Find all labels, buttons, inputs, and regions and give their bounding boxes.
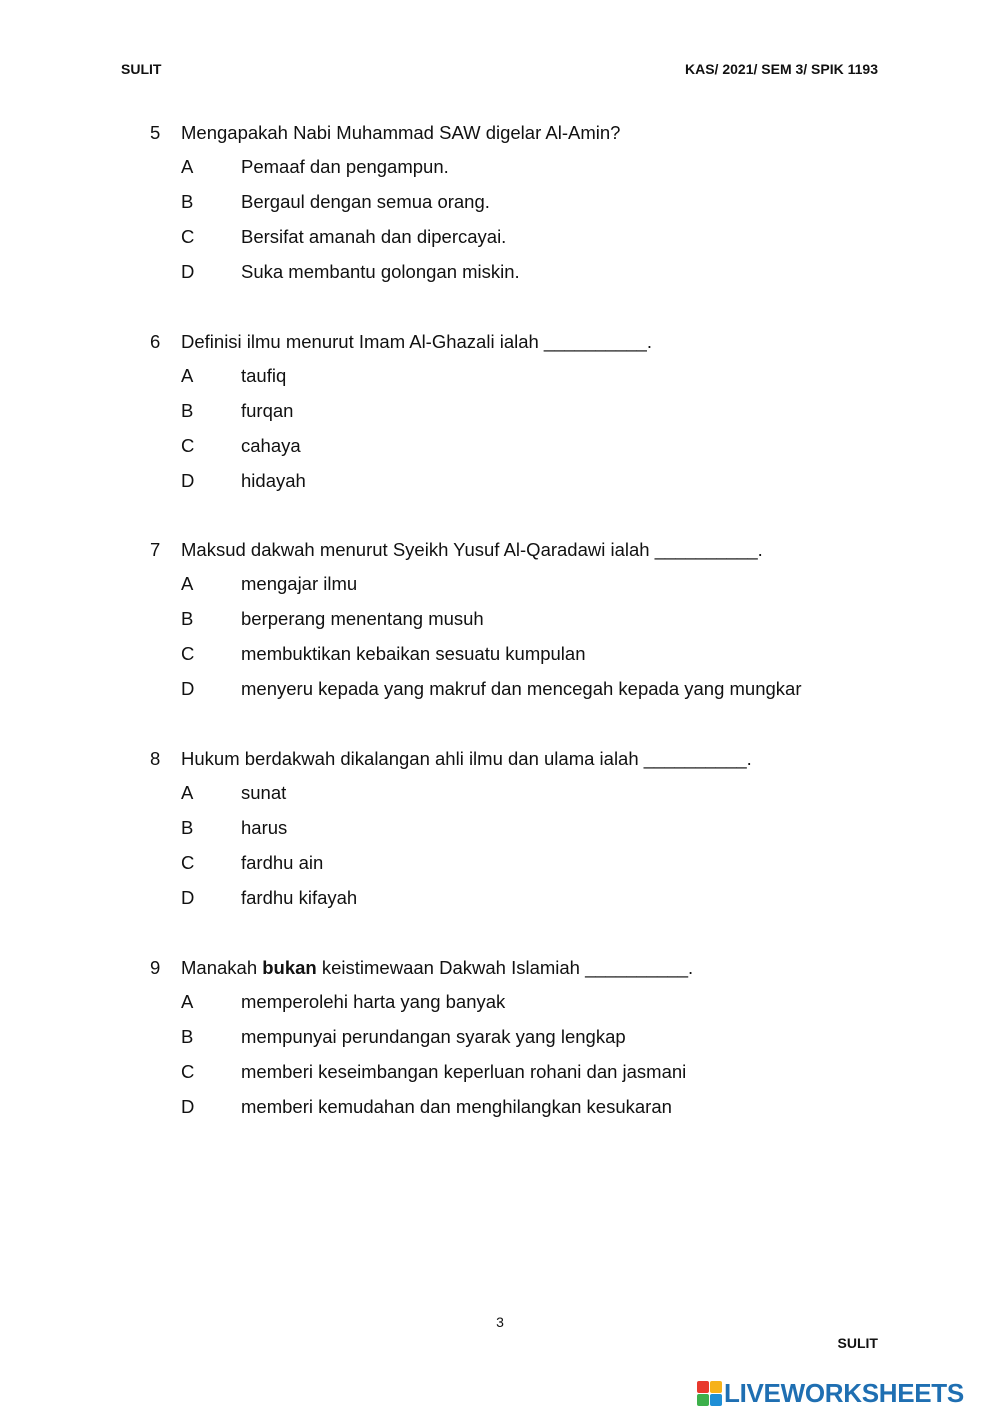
option-letter: B <box>181 817 194 838</box>
option-letter: A <box>181 156 194 177</box>
option-b[interactable] <box>150 180 620 215</box>
question-7 <box>150 537 802 702</box>
option-text: hidayah <box>241 470 306 491</box>
option-text: Bergaul dengan semua orang. <box>241 191 490 212</box>
option-text: memperolehi harta yang banyak <box>241 991 506 1012</box>
option-letter: B <box>181 191 194 212</box>
option-b[interactable] <box>150 597 802 632</box>
option-d[interactable] <box>150 250 620 285</box>
question-text: Definisi ilmu menurut Imam Al-Ghazali ialah __________. <box>181 331 652 352</box>
option-text: berperang menentang musuh <box>241 608 484 629</box>
option-a[interactable] <box>150 354 652 389</box>
question-9 <box>150 955 693 1120</box>
question-number: 7 <box>150 539 161 560</box>
option-c[interactable] <box>150 632 802 667</box>
question-number: 5 <box>150 122 161 143</box>
header-right: KAS/ 2021/ SEM 3/ SPIK 1193 <box>685 61 878 77</box>
option-text: memberi kemudahan dan menghilangkan kesukaran <box>241 1096 672 1117</box>
question-stem <box>150 955 693 980</box>
option-text: harus <box>241 817 288 838</box>
option-letter: A <box>181 365 194 386</box>
option-a[interactable] <box>150 771 752 806</box>
option-b[interactable] <box>150 1015 693 1050</box>
question-5 <box>150 120 620 285</box>
option-text: Pemaaf dan pengampun. <box>241 156 449 177</box>
logo-square-red <box>697 1381 709 1393</box>
question-6 <box>150 329 652 494</box>
option-d[interactable] <box>150 876 752 911</box>
option-letter: B <box>181 1026 194 1047</box>
option-letter: C <box>181 643 195 664</box>
option-letter: C <box>181 435 195 456</box>
option-c[interactable] <box>150 215 620 250</box>
option-letter: C <box>181 852 195 873</box>
option-text: fardhu kifayah <box>241 887 358 908</box>
option-letter: A <box>181 991 194 1012</box>
option-text: Bersifat amanah dan dipercayai. <box>241 226 507 247</box>
option-text: membuktikan kebaikan sesuatu kumpulan <box>241 643 586 664</box>
logo-square-blue <box>710 1394 722 1406</box>
question-text-before: Manakah <box>181 957 263 978</box>
question-stem <box>150 537 802 562</box>
option-text: taufiq <box>241 365 287 386</box>
question-text: Maksud dakwah menurut Syeikh Yusuf Al-Qaradawi ialah __________. <box>181 539 763 560</box>
liveworksheets-watermark[interactable] <box>697 1379 964 1407</box>
option-letter: D <box>181 1096 195 1117</box>
question-text-emphasis: bukan <box>262 957 317 978</box>
option-letter: A <box>181 573 194 594</box>
option-d[interactable] <box>150 459 652 494</box>
option-text: menyeru kepada yang makruf dan mencegah kepada yang mungkar <box>241 678 802 699</box>
option-c[interactable] <box>150 1050 693 1085</box>
option-d[interactable] <box>150 1085 693 1120</box>
question-number: 8 <box>150 748 161 769</box>
liveworksheets-wordmark: LIVEWORKSHEETS <box>724 1377 964 1408</box>
option-a[interactable] <box>150 145 620 180</box>
option-letter: A <box>181 782 194 803</box>
option-letter: C <box>181 226 195 247</box>
option-letter: D <box>181 678 195 699</box>
header-left: SULIT <box>121 61 162 77</box>
page-number: 3 <box>496 1314 504 1330</box>
question-stem <box>150 329 652 354</box>
option-letter: D <box>181 261 195 282</box>
logo-square-green <box>697 1394 709 1406</box>
option-text: cahaya <box>241 435 301 456</box>
option-text: mengajar ilmu <box>241 573 358 594</box>
option-c[interactable] <box>150 841 752 876</box>
question-8 <box>150 746 752 911</box>
question-number: 6 <box>150 331 161 352</box>
logo-square-yellow <box>710 1381 722 1393</box>
question-number: 9 <box>150 957 161 978</box>
question-text: Mengapakah Nabi Muhammad SAW digelar Al-Amin? <box>181 122 621 143</box>
option-text: mempunyai perundangan syarak yang lengkap <box>241 1026 626 1047</box>
question-text-after: keistimewaan Dakwah Islamiah __________. <box>316 957 694 978</box>
option-letter: C <box>181 1061 195 1082</box>
option-c[interactable] <box>150 424 652 459</box>
liveworksheets-logo-icon <box>697 1381 722 1406</box>
option-d[interactable] <box>150 667 802 702</box>
question-text: Hukum berdakwah dikalangan ahli ilmu dan ulama ialah __________. <box>181 748 752 769</box>
option-text: sunat <box>241 782 287 803</box>
option-text: memberi keseimbangan keperluan rohani dan jasmani <box>241 1061 687 1082</box>
question-stem <box>150 746 752 771</box>
option-letter: B <box>181 608 194 629</box>
option-text: Suka membantu golongan miskin. <box>241 261 520 282</box>
option-letter: D <box>181 887 195 908</box>
option-letter: B <box>181 400 194 421</box>
option-b[interactable] <box>150 806 752 841</box>
option-text: furqan <box>241 400 294 421</box>
option-a[interactable] <box>150 562 802 597</box>
option-a[interactable] <box>150 980 693 1015</box>
question-stem <box>150 120 620 145</box>
option-text: fardhu ain <box>241 852 324 873</box>
option-letter: D <box>181 470 195 491</box>
option-b[interactable] <box>150 389 652 424</box>
footer-right: SULIT <box>837 1335 878 1351</box>
